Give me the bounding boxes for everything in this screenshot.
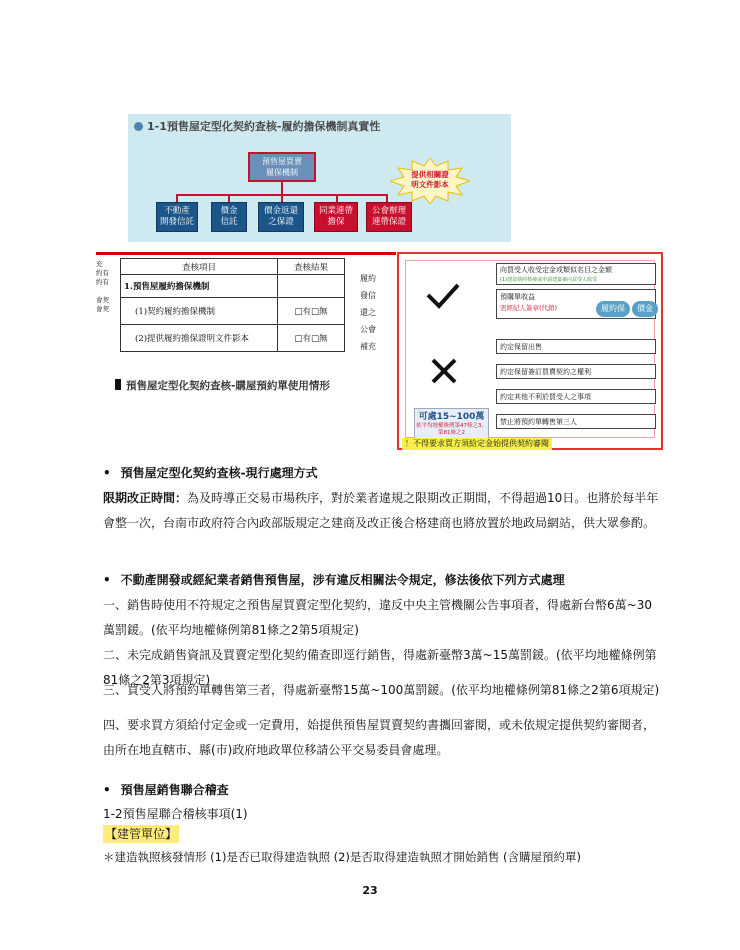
connector-line xyxy=(281,182,283,194)
connector-line xyxy=(336,194,338,202)
top-node: 預售屋買賣 履保機制 xyxy=(248,152,316,182)
subheading: 1-2預售屋聯合稽核事項(1) xyxy=(103,807,248,821)
preorder-usage-figure xyxy=(397,252,663,450)
node-association-guarantee: 公會辦理 連帶保證 xyxy=(366,202,412,232)
caption-marker-icon xyxy=(115,379,121,390)
figure-caption: 預售屋定型化契約查核-購屋預約單使用情形 xyxy=(115,378,330,393)
row-item: (2)提供履約擔保證明文件影本 xyxy=(121,325,278,352)
node-peer-guarantee: 同業連帶 擔保 xyxy=(314,202,358,232)
row-result: □有□無 xyxy=(278,325,345,352)
node-refund-guarantee: 價金返還 之保證 xyxy=(258,202,304,232)
paragraph: 四、要求買方須給付定金或一定費用，始提供預售屋買賣契約書攜回審閱，或未依規定提供契約審閱者，由所在地直轄市、縣(市)政府地政單位移請公平交易委員會處理。 xyxy=(103,718,656,757)
chart-title: 1-1預售屋定型化契約查核-履約擔保機制真實性 xyxy=(134,118,380,134)
connector-line xyxy=(176,194,178,202)
figure-inner-frame xyxy=(405,260,655,438)
row-result: □有□無 xyxy=(278,298,345,325)
warning-banner: ！不得要求買方須給定金始提供契約審閱 xyxy=(402,438,552,450)
allowed-row-preorder: 預購單收益 需經紀人簽章(代銷) xyxy=(496,289,656,319)
prohibited-row: 約定其他不利於買受人之事項 xyxy=(496,389,656,404)
header-result: 查核結果 xyxy=(278,259,345,275)
paragraph: 三、買受人將預約單轉售第三者，得處新臺幣15萬~100萬罰鍰。(依平均地權條例第81條之2第6項規定) xyxy=(103,683,660,697)
section-heading: • 預售屋定型化契約查核-現行處理方式 xyxy=(103,466,318,480)
table-row xyxy=(121,275,345,298)
node-development-trust: 不動產 開發信託 xyxy=(156,202,198,232)
connector-line xyxy=(281,194,283,202)
prohibited-row: 約定保留出售 xyxy=(496,339,656,354)
cropped-left-text: 充 約有 約有 會契 會契 xyxy=(96,260,109,313)
unit-tag: 【建管單位】 xyxy=(105,827,178,841)
paragraph: 二、未完成銷售資訊及買賣定型化契約備查即逕行銷售，得處新臺幣3萬~15萬罰鍰。(依平均地權條例第81條之2第3項規定) xyxy=(103,648,657,687)
connector-line xyxy=(386,194,388,202)
row-item: 1.預售屋履約擔保機制 xyxy=(121,275,278,298)
table-row xyxy=(121,298,345,325)
pill-escrow: 履約保 xyxy=(596,301,630,317)
starburst-label: 提供相關證 明文件影本 xyxy=(411,170,449,189)
paragraph: ＊建造執照核發情形 (1)是否已取得建造執照 (2)是否取得建造執照才開始銷售 (含購屋預約單) xyxy=(103,850,582,864)
prohibited-row: 禁止將預約單轉售第三人 xyxy=(496,414,656,429)
table-row xyxy=(121,325,345,352)
prohibited-row: 約定保留簽訂買賣契約之權利 xyxy=(496,364,656,379)
check-mark-icon xyxy=(426,283,460,309)
cross-mark-icon xyxy=(430,357,458,385)
guarantee-org-chart xyxy=(128,114,511,242)
checklist-table-figure xyxy=(96,252,396,362)
documents-starburst xyxy=(390,158,470,204)
node-price-trust: 價金 信託 xyxy=(211,202,247,232)
row-result xyxy=(278,275,345,298)
title-bullet-icon xyxy=(134,122,143,131)
paragraph: 限期改正時間：為及時導正交易市場秩序，對於業者違規之限期改正期間，不得超過10日。也將於每半年會整一次，台南市政府符合內政部版規定之建商及改正後合格建商也將放置於地政局網站，供大眾參酌。 xyxy=(103,491,659,530)
table-header-row xyxy=(121,259,345,275)
section-heading: • 不動產開發或經紀業者銷售預售屋，涉有違反相關法令規定，修法後依下列方式處理 xyxy=(103,573,565,587)
section-heading: • 預售屋銷售聯合稽查 xyxy=(103,783,229,797)
allowed-row-deposit: 向買受人收受定金或類似名目之金額 (1)建造執照核發或申請建築案向買受人收受 xyxy=(496,263,656,285)
checklist-table xyxy=(120,258,345,352)
penalty-law: 依平均地權條例第47條之3、第81條之2 xyxy=(416,423,487,436)
row-item: (1)契約履約擔保機制 xyxy=(121,298,278,325)
header-item: 查核項目 xyxy=(121,259,278,275)
divider xyxy=(96,252,396,255)
penalty-amount: 可處15~100萬 xyxy=(418,412,485,422)
connector-line xyxy=(228,194,230,202)
cropped-right-text: 履約 發信 還之 公會 補充 xyxy=(360,274,376,351)
pill-price: 價金 xyxy=(632,301,658,317)
paragraph: 一、銷售時使用不符規定之預售屋買賣定型化契約，違反中央主管機關公告事項者，得處新台幣6萬~30萬罰鍰。(依平均地權條例第81條之2第5項規定) xyxy=(103,598,652,637)
page-number: 23 xyxy=(362,884,378,897)
